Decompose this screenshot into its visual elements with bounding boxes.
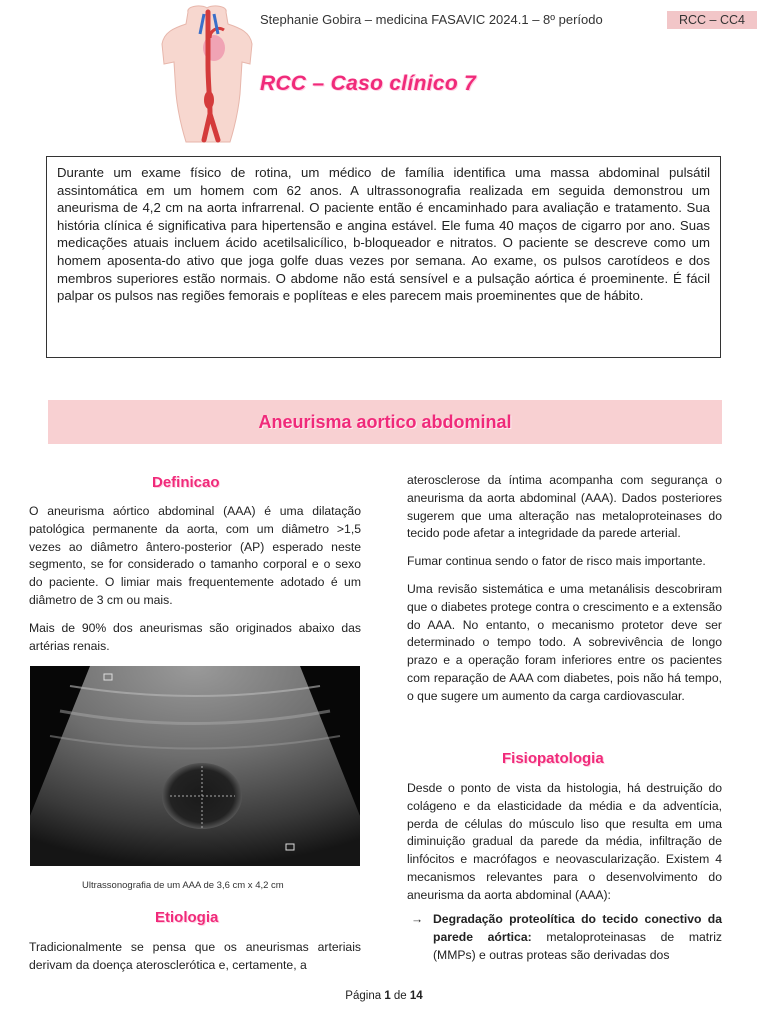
page-title: RCC – Caso clínico 7 <box>260 72 477 95</box>
banner-title: Aneurisma aortico abdominal <box>258 411 512 432</box>
header-badge: RCC – CC4 <box>667 11 757 29</box>
right-paragraph-3: Uma revisão sistemática e uma metanálisis descobriram que o diabetes protege contra o crescimento e a extensão do AAA. No entanto, o mecanismo protetor deve ser determinado o tempo todo. A sobrevivência de longo prazo e a operação foram inferiores entre os pacientes com reparação de AAA com diabetes, pois não há tempo, o que sugere um aumento da carga cardiovascular. <box>407 581 722 703</box>
heading-etiologia: Etiologia <box>155 909 219 926</box>
footer-page-number: 1 <box>384 990 391 1002</box>
anatomy-illustration <box>158 4 256 144</box>
bullet-text <box>433 911 722 964</box>
section-banner <box>48 400 722 444</box>
right-paragraph-1: aterosclerose da íntima acompanha com segurança o aneurisma da aorta abdominal (AAA). Dados posteriores sugerem que uma alteração nas metaloproteinases do tecido pode afetar a integridade da parede arterial. <box>407 473 722 541</box>
bullet-bold-text: Degradação proteolítica do tecido conectivo da parede aórtica: <box>433 912 722 944</box>
image-caption: Ultrassonografia de um AAA de 3,6 cm x 4,2 cm <box>82 880 284 891</box>
ultrasound-image <box>30 666 360 866</box>
definicao-section <box>29 503 361 665</box>
page-footer <box>0 990 768 1002</box>
definicao-paragraph-1: O aneurisma aórtico abdominal (AAA) é uma dilatação patológica permanente da aorta, com um diâmetro >1,5 vezes ao diâmetro ântero-posterior (AP) esperado neste segmento, se for considerado o tamanho corporal e o sexo do paciente. O limiar mais frequentemente adotado é um diâmetro de 3 cm ou mais. <box>29 504 361 607</box>
fisiopatologia-text: Desde o ponto de vista da histologia, há destruição do colágeno e da elasticidade da média e da adventícia, perda de células do músculo liso que resulta em uma diminuição gradual da parede da média, infiltração de linfócitos e macrófagos e neovascularização. Existem 4 mecanismos relevantes para o desenvolvimento do aneurisma da aorta abdominal (AAA): <box>407 781 722 902</box>
bullet-body-text: metaloproteinasas de matriz (MMPs) e outras proteas são derivadas dos <box>433 929 722 962</box>
footer-middle: de <box>390 990 410 1002</box>
bullet-item <box>411 911 722 964</box>
footer-prefix: Página <box>345 990 385 1002</box>
header-author-line: Stephanie Gobira – medicina FASAVIC 2024.1 – 8º período <box>260 12 603 27</box>
heading-fisiopatologia: Fisiopatologia <box>502 750 604 767</box>
arrow-right-icon: → <box>411 912 424 926</box>
heading-definicao: Definicao <box>152 474 220 491</box>
right-paragraph-2: Fumar continua sendo o fator de risco mais importante. <box>407 554 706 569</box>
case-description-box <box>46 156 721 358</box>
right-column <box>407 472 722 716</box>
case-text: Durante um exame físico de rotina, um médico de família identifica uma massa abdominal pulsátil assintomática em um homem com 62 anos. A ultrassonografia realizada em seguida demonstrou um aneurisma de 4,2 cm na aorta infrarrenal. O paciente então é encaminhado para avaliação e tratamento. Sua história clínica é significativa para hipertensão e angina estável. Ele fuma 40 maços de cigarro por ano. Suas medicações atuais incluem ácido acetilsalicílico, b-bloqueador e nitratos. O paciente se descreve como um homem aposenta-do ativo que joga golfe duas vezes por semana. Ao exame, os pulsos carotídeos e dos membros superiores estão normais. O abdome não está sensível e a pulsação aórtica é proeminente. É fácil palpar os pulsos nas regiões femorais e poplíteas e eles parecem mais proeminentes que de hábito. <box>57 165 710 304</box>
footer-total-pages: 14 <box>409 990 423 1002</box>
etiologia-text: Tradicionalmente se pensa que os aneurismas arteriais derivam da doença aterosclerótica e, certamente, a <box>29 940 361 972</box>
definicao-paragraph-2: Mais de 90% dos aneurismas são originados abaixo das artérias renais. <box>29 620 361 653</box>
